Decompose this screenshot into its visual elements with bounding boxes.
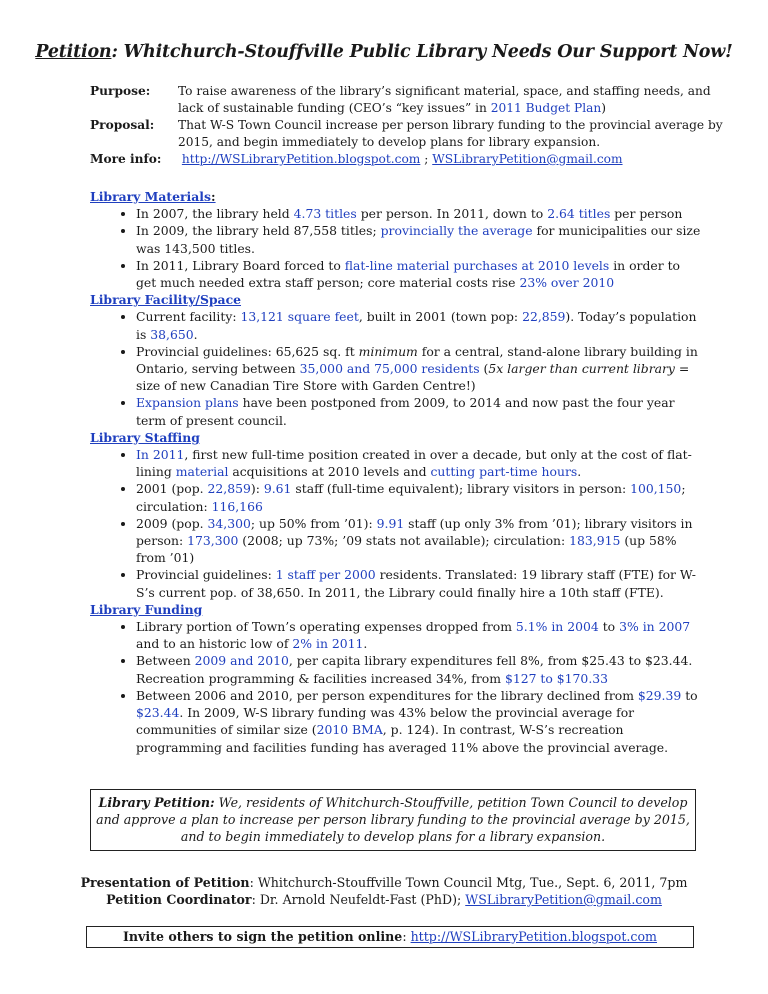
text: In 2011, Library Board forced to (136, 257, 345, 273)
petition-label: Library Petition: (98, 795, 215, 810)
list-item (136, 343, 702, 395)
text: , per capita library expenditures fell 8%, from $25.43 to $23.44. Recreation programming & facilities increased 34%, from (136, 653, 693, 686)
more-info-text (178, 151, 730, 168)
purpose-label: Purpose: (90, 84, 151, 98)
text: Current facility: (136, 309, 241, 325)
text: Between 2006 and 2010, per person expenditures for the library declined from (136, 687, 638, 703)
text: acquisitions at 2010 levels and (228, 464, 431, 480)
list-item (136, 205, 702, 222)
text: for a central, stand-alone library building in Ontario, serving between (136, 343, 698, 377)
staffing-list (90, 446, 702, 601)
purpose-text-a: To raise awareness of the library’s significant material, space, and staffing needs, and lack of sustainable funding (CEO’s “key issues” in (178, 84, 711, 115)
text: Library portion of Town’s operating expenses dropped from (136, 619, 516, 635)
proposal-text: That W-S Town Council increase per person library funding to the provincial average by 2015, and begin immediately to develop plans for library expansion. (178, 118, 723, 149)
titles-2011-link[interactable]: 2.64 titles (547, 206, 611, 222)
proposal-label: Proposal: (90, 118, 155, 132)
library-materials-heading[interactable] (90, 188, 702, 205)
part-time-link[interactable]: cutting part-time hours (430, 464, 578, 480)
flat-line-link[interactable]: flat-line material purchases at 2010 levels (344, 257, 610, 273)
list-item (136, 222, 702, 256)
invite-blog-link[interactable]: http://WSLibraryPetition.blogspot.com (410, 929, 657, 944)
text: . (363, 636, 368, 652)
sections (90, 188, 702, 756)
text: staff (full-time equivalent); library visitors in person: (291, 481, 631, 497)
staff-ratio-link[interactable]: 1 staff per 2000 (275, 567, 376, 583)
share-2004-link[interactable]: 5.1% in 2004 (515, 619, 599, 635)
text: . (577, 464, 582, 480)
presentation-line (0, 874, 768, 891)
in-2011-link[interactable]: In 2011 (136, 447, 185, 463)
text: 2009 (pop. (136, 515, 208, 531)
invite-label: Invite others to sign the petition online (123, 929, 403, 944)
list-item (136, 257, 702, 291)
emphasis: minimum (358, 343, 418, 359)
library-petition-box (90, 789, 696, 851)
expansion-plans-link[interactable]: Expansion plans (136, 395, 239, 411)
coordinator-email-link[interactable]: WSLibraryPetition@gmail.com (465, 892, 662, 907)
text: to (598, 619, 620, 635)
title-lead: Petition (35, 42, 112, 62)
text: per person. In 2011, down to (356, 206, 548, 222)
text: and to an historic low of (136, 636, 293, 652)
text: . In 2009, W-S library funding was 43% below the provincial average for communities of similar size ( (136, 705, 635, 738)
text: ; circulation: (136, 481, 686, 514)
text: ( (479, 361, 489, 377)
more-info-row (90, 151, 730, 168)
purpose-text (178, 83, 730, 117)
share-2011-link[interactable]: 2% in 2011 (292, 636, 364, 652)
town-pop-link[interactable]: 22,859 (522, 309, 566, 325)
text: , first new full-time position created in over a decade, but only at the cost of flat-lining (136, 447, 692, 480)
list-item (136, 446, 702, 480)
circulation-2001-link[interactable]: 116,166 (211, 498, 263, 514)
circulation-2009-link[interactable]: 183,915 (569, 533, 621, 549)
text: Provincial guidelines: 65,625 sq. ft (136, 343, 359, 359)
text: In 2007, the library held (136, 206, 294, 222)
text: size of new Canadian Tire Store with Garden Centre!) (136, 378, 476, 394)
square-feet-link[interactable]: 13,121 square feet (240, 309, 359, 325)
title-rest: : Whitchurch-Stouffville Public Library Needs Our Support Now! (111, 42, 733, 62)
list-item (136, 515, 702, 567)
pop-2001-link[interactable]: 22,859 (207, 481, 251, 497)
invite-colon: : (402, 929, 411, 944)
text: ): (250, 481, 264, 497)
facility-list (90, 308, 702, 428)
text: , p. 124). In contrast, W-S’s recreation programming and facilities funding has averaged 11% above the provincial average. (136, 722, 669, 755)
text: Between (136, 653, 195, 669)
text: In 2009, the library held 87,558 titles; (136, 223, 381, 239)
text: ; up 50% from ’01): (250, 515, 377, 531)
list-item (136, 687, 702, 756)
bma-link[interactable]: 2010 BMA (316, 722, 383, 738)
list-item (136, 566, 702, 600)
text: (up 58% from ’01) (136, 533, 677, 566)
text: . (193, 326, 198, 342)
text: , built in 2001 (town pop: (358, 309, 523, 325)
staff-2001-link[interactable]: 9.61 (263, 481, 292, 497)
cost-rise-link[interactable]: 23% over 2010 (519, 275, 615, 291)
expenditure-2006-link[interactable]: $29.39 (637, 687, 682, 703)
more-info-separator: ; (420, 152, 433, 166)
more-info-label: More info: (90, 152, 162, 166)
blog-link[interactable]: http://WSLibraryPetition.blogspot.com (181, 152, 421, 166)
text: per person (610, 206, 683, 222)
coordinator-label: Petition Coordinator (106, 892, 252, 907)
text: (2008; up 73%; ’09 stats not available); circulation: (238, 533, 570, 549)
materials-list (90, 205, 702, 291)
emphasis: 5x larger than current library = (488, 361, 690, 377)
coordinator-text: : Dr. Arnold Neufeldt-Fast (PhD); (251, 892, 466, 907)
text: Provincial guidelines: (136, 567, 276, 583)
pop-2009-link[interactable]: 34,300 (207, 515, 251, 531)
population-link[interactable]: 38,650 (150, 326, 194, 342)
presentation-block (0, 874, 768, 908)
budget-plan-link[interactable]: 2011 Budget Plan (490, 101, 602, 115)
text: have been postponed from 2009, to 2014 and now past the four year term of present council. (136, 395, 675, 428)
expenditure-2010-link[interactable]: $23.44 (136, 705, 180, 721)
visitors-2001-link[interactable]: 100,150 (630, 481, 682, 497)
funding-list (90, 618, 702, 756)
library-funding-heading[interactable]: Library Funding (90, 601, 203, 617)
visitors-2009-link[interactable]: 173,300 (187, 533, 239, 549)
provincial-average-link[interactable]: provincially the average (380, 223, 533, 239)
list-item (136, 618, 702, 652)
text: to (681, 687, 698, 703)
text: 2001 (pop. (136, 481, 208, 497)
text: ). Today’s population is (136, 309, 697, 342)
text: in order to get much needed extra staff person; core material costs rise (136, 257, 681, 291)
email-link[interactable]: WSLibraryPetition@gmail.com (432, 152, 623, 166)
petition-text: We, residents of Whitchurch-Stouffville, petition Town Council to develop and approve a plan to increase per person library funding to the provincial average by 2015, and to begin immediately to develop plans for a library expansion. (96, 795, 690, 844)
page-title (0, 42, 768, 62)
coordinator-line (0, 891, 768, 908)
list-item (136, 652, 702, 686)
intro-block (90, 83, 730, 168)
presentation-label: Presentation of Petition (80, 875, 250, 890)
library-facility-heading[interactable]: Library Facility/Space (90, 292, 242, 308)
list-item (136, 480, 702, 514)
text: residents. Translated: 19 library staff (FTE) for W-S’s current pop. of 38,650. In 2011, the Library could finally hire a 10th staff (FTE). (136, 567, 696, 600)
purpose-text-b: ) (601, 101, 606, 115)
proposal-row (90, 117, 730, 151)
library-staffing-heading[interactable]: Library Staffing (90, 429, 200, 445)
staff-2009-link[interactable]: 9.91 (376, 515, 405, 531)
recreation-increase-link[interactable]: $127 to $170.33 (504, 670, 609, 686)
titles-2007-link[interactable]: 4.73 titles (293, 206, 357, 222)
years-2009-2010-link[interactable]: 2009 and 2010 (194, 653, 289, 669)
library-materials-colon: : (210, 189, 216, 204)
text: staff (up only 3% from ’01); library visitors in person: (136, 515, 693, 549)
invite-box (86, 926, 694, 948)
list-item (136, 308, 702, 342)
list-item (136, 394, 702, 428)
library-materials-heading-text[interactable]: Library Materials (90, 189, 211, 204)
share-2007-link[interactable]: 3% in 2007 (619, 619, 691, 635)
text: for municipalities our size was 143,500 titles. (136, 223, 701, 256)
residents-range-link[interactable]: 35,000 and 75,000 residents (299, 361, 480, 377)
purpose-row (90, 83, 730, 117)
material-link[interactable]: material (175, 464, 229, 480)
presentation-text: : Whitchurch-Stouffville Town Council Mtg, Tue., Sept. 6, 2011, 7pm (249, 875, 688, 890)
